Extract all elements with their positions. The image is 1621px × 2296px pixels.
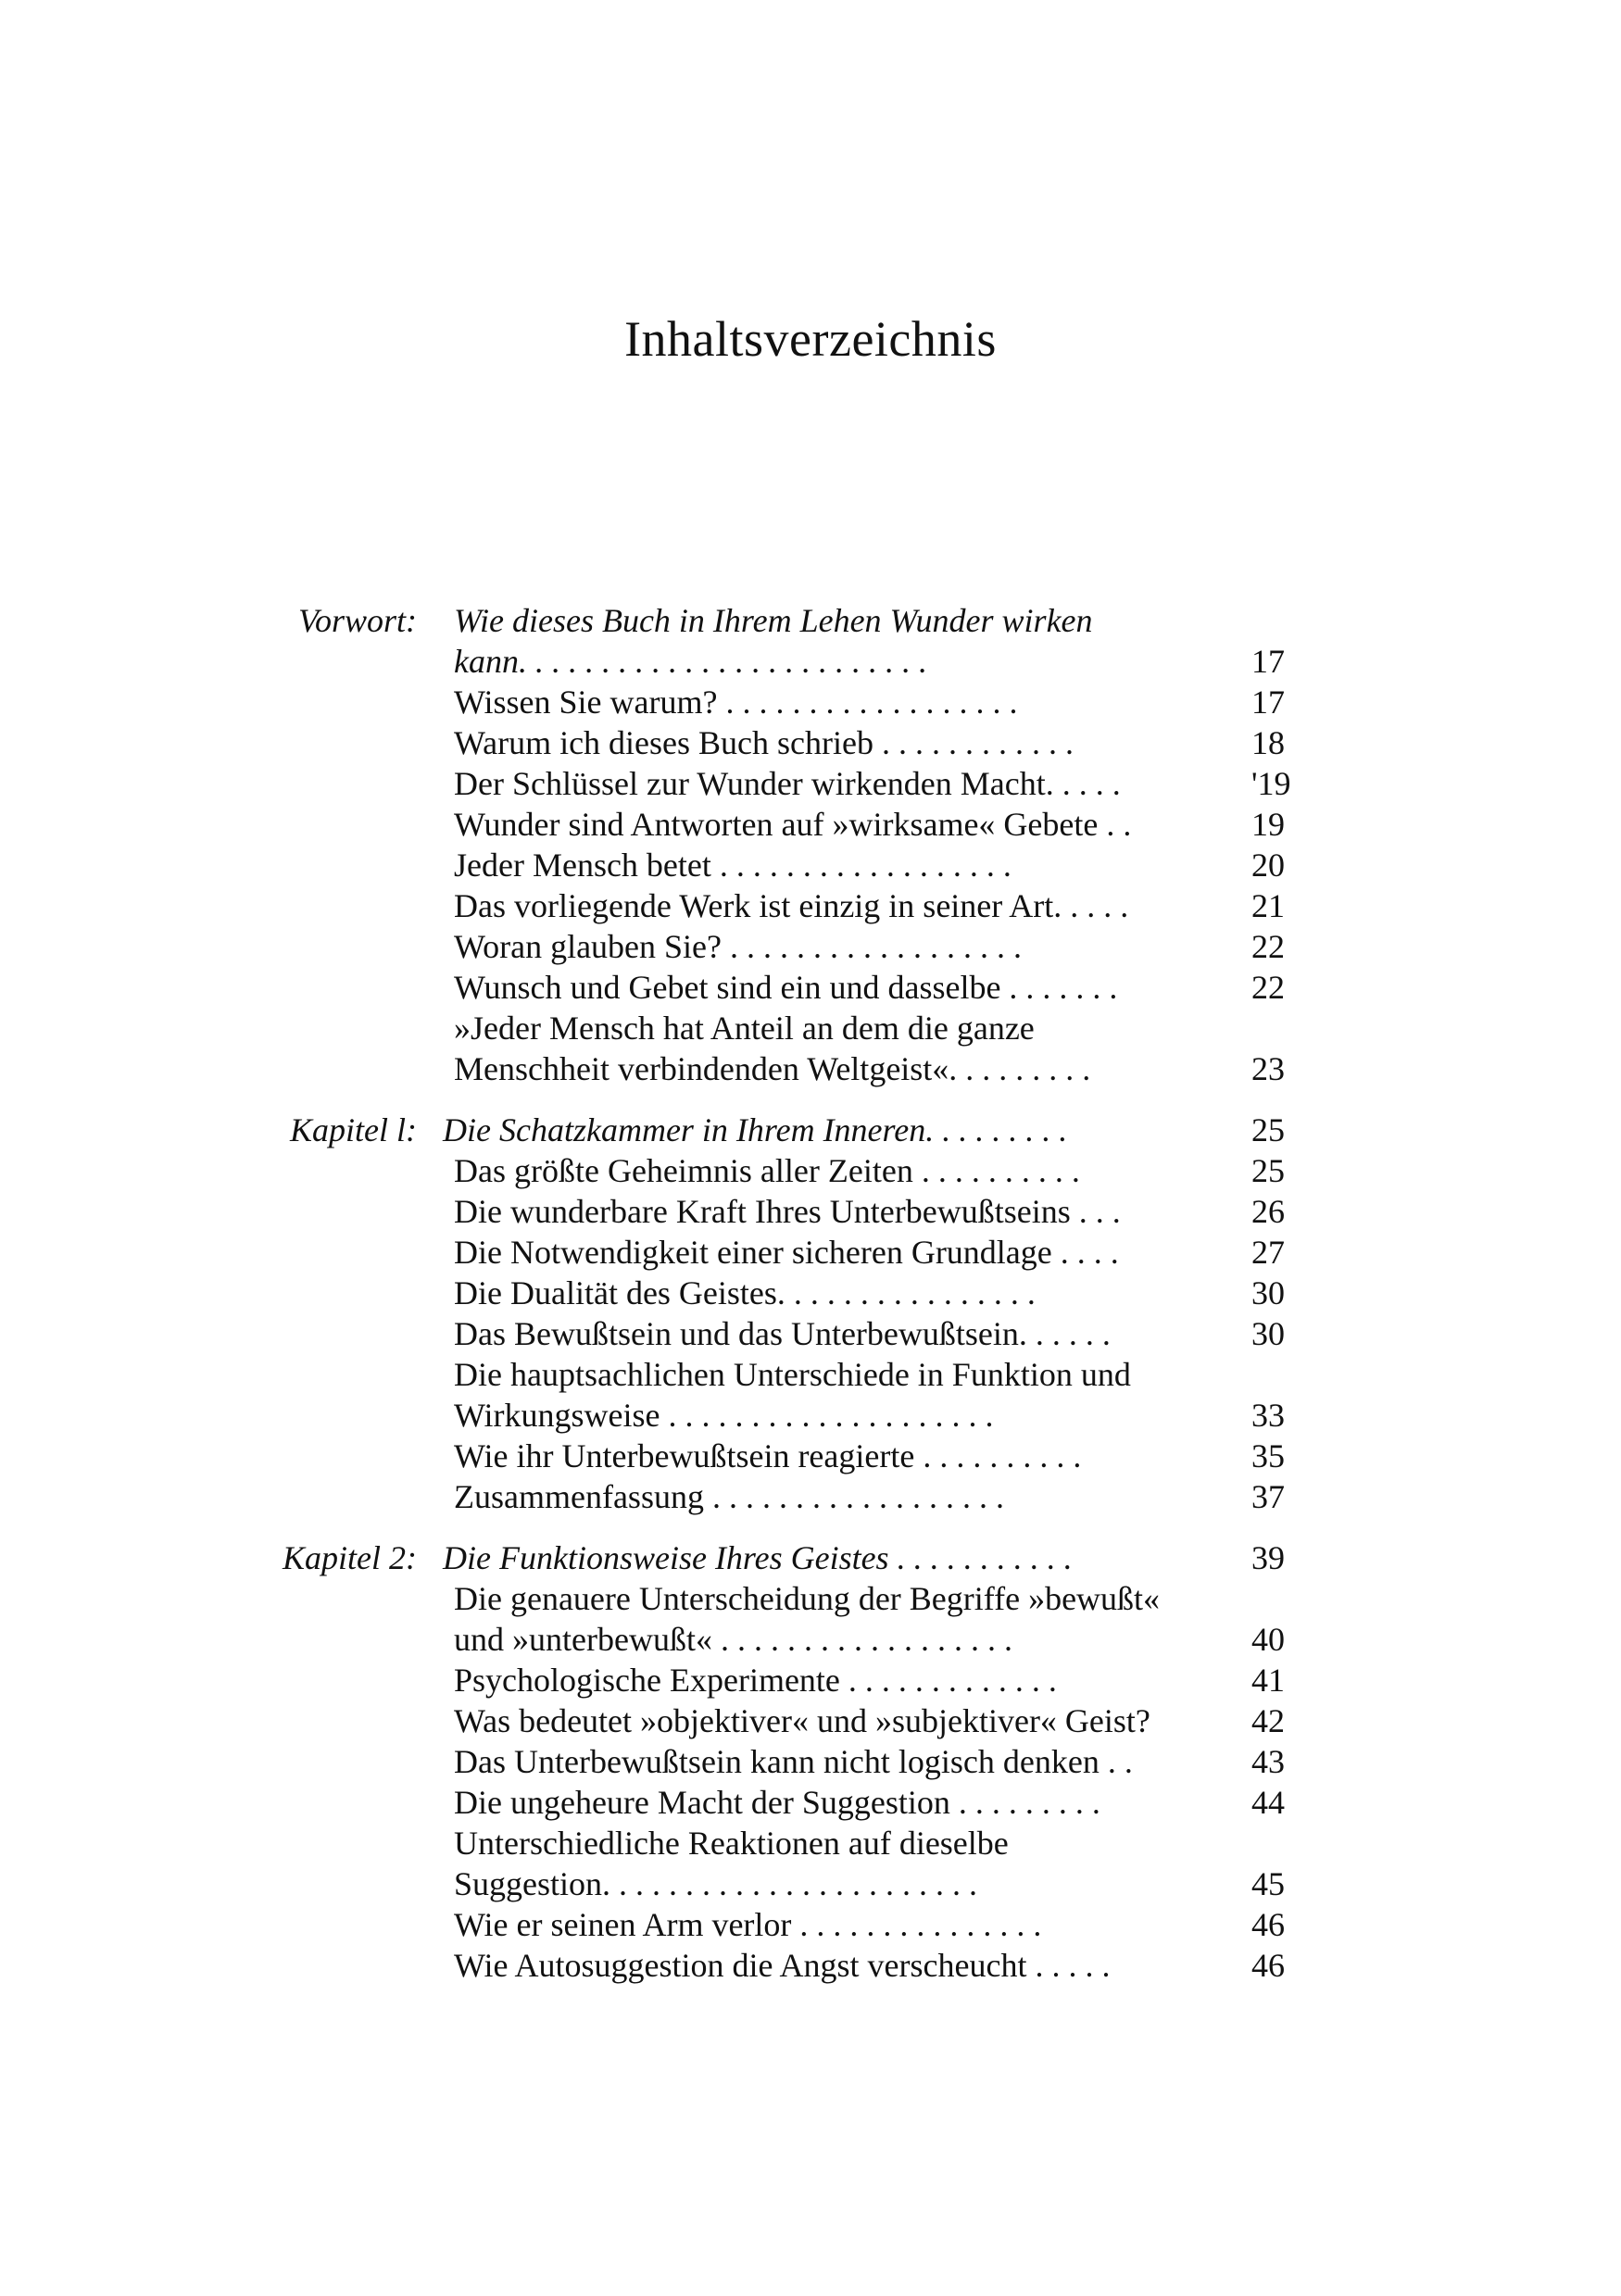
toc-entry <box>0 682 1621 722</box>
entry-title: Wunder sind Antworten auf »wirksame« Gebete . . <box>454 806 1132 843</box>
toc-entry <box>0 1313 1621 1354</box>
section-label: Vorwort: <box>297 602 417 639</box>
entry-title: Die Dualität des Geistes. . . . . . . . . . . . . . . . <box>454 1274 1036 1311</box>
toc-section-heading <box>0 600 1621 641</box>
section-label: Kapitel l: <box>290 1111 417 1148</box>
page-number: 33 <box>1251 1397 1285 1434</box>
toc-entry <box>0 967 1621 1008</box>
toc-entry-line <box>0 1313 1621 1354</box>
page-number: 18 <box>1251 724 1285 761</box>
page-number: 41 <box>1251 1662 1285 1699</box>
page-number: 17 <box>1251 643 1285 680</box>
page-number: 30 <box>1251 1274 1285 1311</box>
toc-section-heading <box>0 1537 1621 1578</box>
entry-title: und »unterbewußt« . . . . . . . . . . . . . . . . . . <box>454 1621 1012 1658</box>
toc-entry <box>0 1578 1621 1660</box>
toc-entry <box>0 1700 1621 1741</box>
toc-entry <box>0 1008 1621 1089</box>
toc-entry-line <box>0 885 1621 926</box>
page-title: Inhaltsverzeichnis <box>624 311 997 368</box>
section-label: Kapitel 2: <box>283 1539 417 1576</box>
page-number: 25 <box>1251 1152 1285 1189</box>
entry-title: Menschheit verbindenden Weltgeist«. . . . . . . . . <box>454 1050 1091 1087</box>
toc-entry-line <box>0 804 1621 845</box>
entry-title: »Jeder Mensch hat Anteil an dem die ganze <box>454 1010 1035 1047</box>
toc-entry-line <box>0 1782 1621 1823</box>
toc-entry-line <box>0 1191 1621 1232</box>
page-number: 35 <box>1251 1437 1285 1474</box>
entry-title: Das größte Geheimnis aller Zeiten . . . . . . . . . . <box>454 1152 1080 1189</box>
toc-section <box>0 1537 1621 1986</box>
toc-entry-line <box>0 1945 1621 1986</box>
toc-entry-line <box>0 722 1621 763</box>
section-title: Die Schatzkammer in Ihrem Inneren. . . . . . . . . <box>443 1111 1068 1148</box>
entry-title: Die hauptsachlichen Unterschiede in Funktion und <box>454 1356 1131 1393</box>
toc-entry-line <box>0 1660 1621 1700</box>
toc-entry <box>0 1904 1621 1945</box>
toc-entry-line <box>0 926 1621 967</box>
toc-entry <box>0 1782 1621 1823</box>
toc-entry-line <box>0 1700 1621 1741</box>
page-number: 40 <box>1251 1621 1285 1658</box>
page-number: 30 <box>1251 1315 1285 1352</box>
section-title-continued: kann. . . . . . . . . . . . . . . . . . . . . . . . . <box>454 643 927 680</box>
toc-entry-line <box>0 1273 1621 1313</box>
page-number: '19 <box>1251 765 1291 802</box>
toc-entry-line <box>0 1232 1621 1273</box>
page-number: 22 <box>1251 928 1285 965</box>
entry-title: Wirkungsweise . . . . . . . . . . . . . . . . . . . . <box>454 1397 994 1434</box>
entry-title: Der Schlüssel zur Wunder wirkenden Macht. . . . . <box>454 765 1121 802</box>
toc-entry <box>0 1436 1621 1476</box>
entry-title: Wissen Sie warum? . . . . . . . . . . . . . . . . . . <box>454 684 1018 721</box>
entry-title: Jeder Mensch betet . . . . . . . . . . . . . . . . . . <box>454 847 1012 884</box>
entry-title: Wie er seinen Arm verlor . . . . . . . . . . . . . . . <box>454 1906 1042 1943</box>
toc-entry <box>0 1150 1621 1191</box>
entry-title: Was bedeutet »objektiver« und »subjektiver« Geist? <box>454 1702 1150 1739</box>
table-of-contents <box>0 600 1621 1986</box>
entry-title: Das Bewußtsein und das Unterbewußtsein. . . . . . <box>454 1315 1111 1352</box>
entry-title: Die Notwendigkeit einer sicheren Grundlage . . . . <box>454 1234 1119 1271</box>
toc-entry <box>0 1354 1621 1436</box>
toc-entry-line <box>0 1619 1621 1660</box>
toc-section-heading <box>0 1110 1621 1150</box>
page-number: 37 <box>1251 1478 1285 1515</box>
entry-title: Wie ihr Unterbewußtsein reagierte . . . . . . . . . . <box>454 1437 1082 1474</box>
entry-title: Psychologische Experimente . . . . . . . . . . . . . <box>454 1662 1057 1699</box>
page-number: 27 <box>1251 1234 1285 1271</box>
toc-entry-line <box>0 1904 1621 1945</box>
toc-entry <box>0 1945 1621 1986</box>
toc-entry <box>0 1191 1621 1232</box>
toc-entry <box>0 885 1621 926</box>
entry-title: Woran glauben Sie? . . . . . . . . . . . . . . . . . . <box>454 928 1023 965</box>
toc-entry-line <box>0 1823 1621 1863</box>
toc-entry <box>0 845 1621 885</box>
page-number: 17 <box>1251 684 1285 721</box>
entry-title: Die wunderbare Kraft Ihres Unterbewußtseins . . . <box>454 1193 1121 1230</box>
page-number: 46 <box>1251 1906 1285 1943</box>
page-number: 26 <box>1251 1193 1285 1230</box>
page-number: 46 <box>1251 1947 1285 1984</box>
section-title: Wie dieses Buch in Ihrem Lehen Wunder wirken <box>454 602 1093 639</box>
section-title: Die Funktionsweise Ihres Geistes . . . . . . . . . . . <box>443 1539 1073 1576</box>
toc-entry <box>0 926 1621 967</box>
toc-entry-line <box>0 1476 1621 1517</box>
toc-entry <box>0 1232 1621 1273</box>
toc-entry-line <box>0 1863 1621 1904</box>
entry-title: Wie Autosuggestion die Angst verscheucht . . . . . <box>454 1947 1111 1984</box>
entry-title: Das vorliegende Werk ist einzig in seiner Art. . . . . <box>454 887 1129 924</box>
toc-entry-line <box>0 967 1621 1008</box>
toc-entry <box>0 1476 1621 1517</box>
toc-entry <box>0 722 1621 763</box>
toc-entry <box>0 1823 1621 1904</box>
page-number: 21 <box>1251 887 1285 924</box>
entry-title: Zusammenfassung . . . . . . . . . . . . . . . . . . <box>454 1478 1004 1515</box>
page-number: 25 <box>1251 1111 1285 1148</box>
toc-entry-line <box>0 1741 1621 1782</box>
page-number: 42 <box>1251 1702 1285 1739</box>
toc-entry-line <box>0 1150 1621 1191</box>
page-number: 20 <box>1251 847 1285 884</box>
toc-entry-line <box>0 1354 1621 1395</box>
entry-title: Das Unterbewußtsein kann nicht logisch denken . . <box>454 1743 1133 1780</box>
toc-entry <box>0 1741 1621 1782</box>
entry-title: Warum ich dieses Buch schrieb . . . . . . . . . . . . <box>454 724 1074 761</box>
entry-title: Die genauere Unterscheidung der Begriffe »bewußt« <box>454 1580 1161 1617</box>
toc-entry <box>0 1273 1621 1313</box>
toc-entry-line <box>0 1395 1621 1436</box>
toc-entry-line <box>0 1048 1621 1089</box>
toc-entry-line <box>0 1578 1621 1619</box>
page-number: 39 <box>1251 1539 1285 1576</box>
toc-section <box>0 1110 1621 1517</box>
toc-section-heading-continued <box>0 641 1621 682</box>
entry-title: Unterschiedliche Reaktionen auf dieselbe <box>454 1825 1009 1862</box>
toc-entry <box>0 804 1621 845</box>
toc-entry <box>0 763 1621 804</box>
page-number: 45 <box>1251 1865 1285 1902</box>
page-number: 22 <box>1251 969 1285 1006</box>
entry-title: Die ungeheure Macht der Suggestion . . . . . . . . . <box>454 1784 1100 1821</box>
toc-entry-line <box>0 763 1621 804</box>
toc-entry-line <box>0 1008 1621 1048</box>
toc-entry-line <box>0 845 1621 885</box>
toc-entry-line <box>0 1436 1621 1476</box>
toc-section <box>0 600 1621 1089</box>
toc-entry-line <box>0 682 1621 722</box>
page-number: 44 <box>1251 1784 1285 1821</box>
page-number: 43 <box>1251 1743 1285 1780</box>
page-number: 23 <box>1251 1050 1285 1087</box>
page-number: 19 <box>1251 806 1285 843</box>
entry-title: Wunsch und Gebet sind ein und dasselbe . . . . . . . <box>454 969 1118 1006</box>
entry-title: Suggestion. . . . . . . . . . . . . . . . . . . . . . . <box>454 1865 978 1902</box>
toc-entry <box>0 1660 1621 1700</box>
